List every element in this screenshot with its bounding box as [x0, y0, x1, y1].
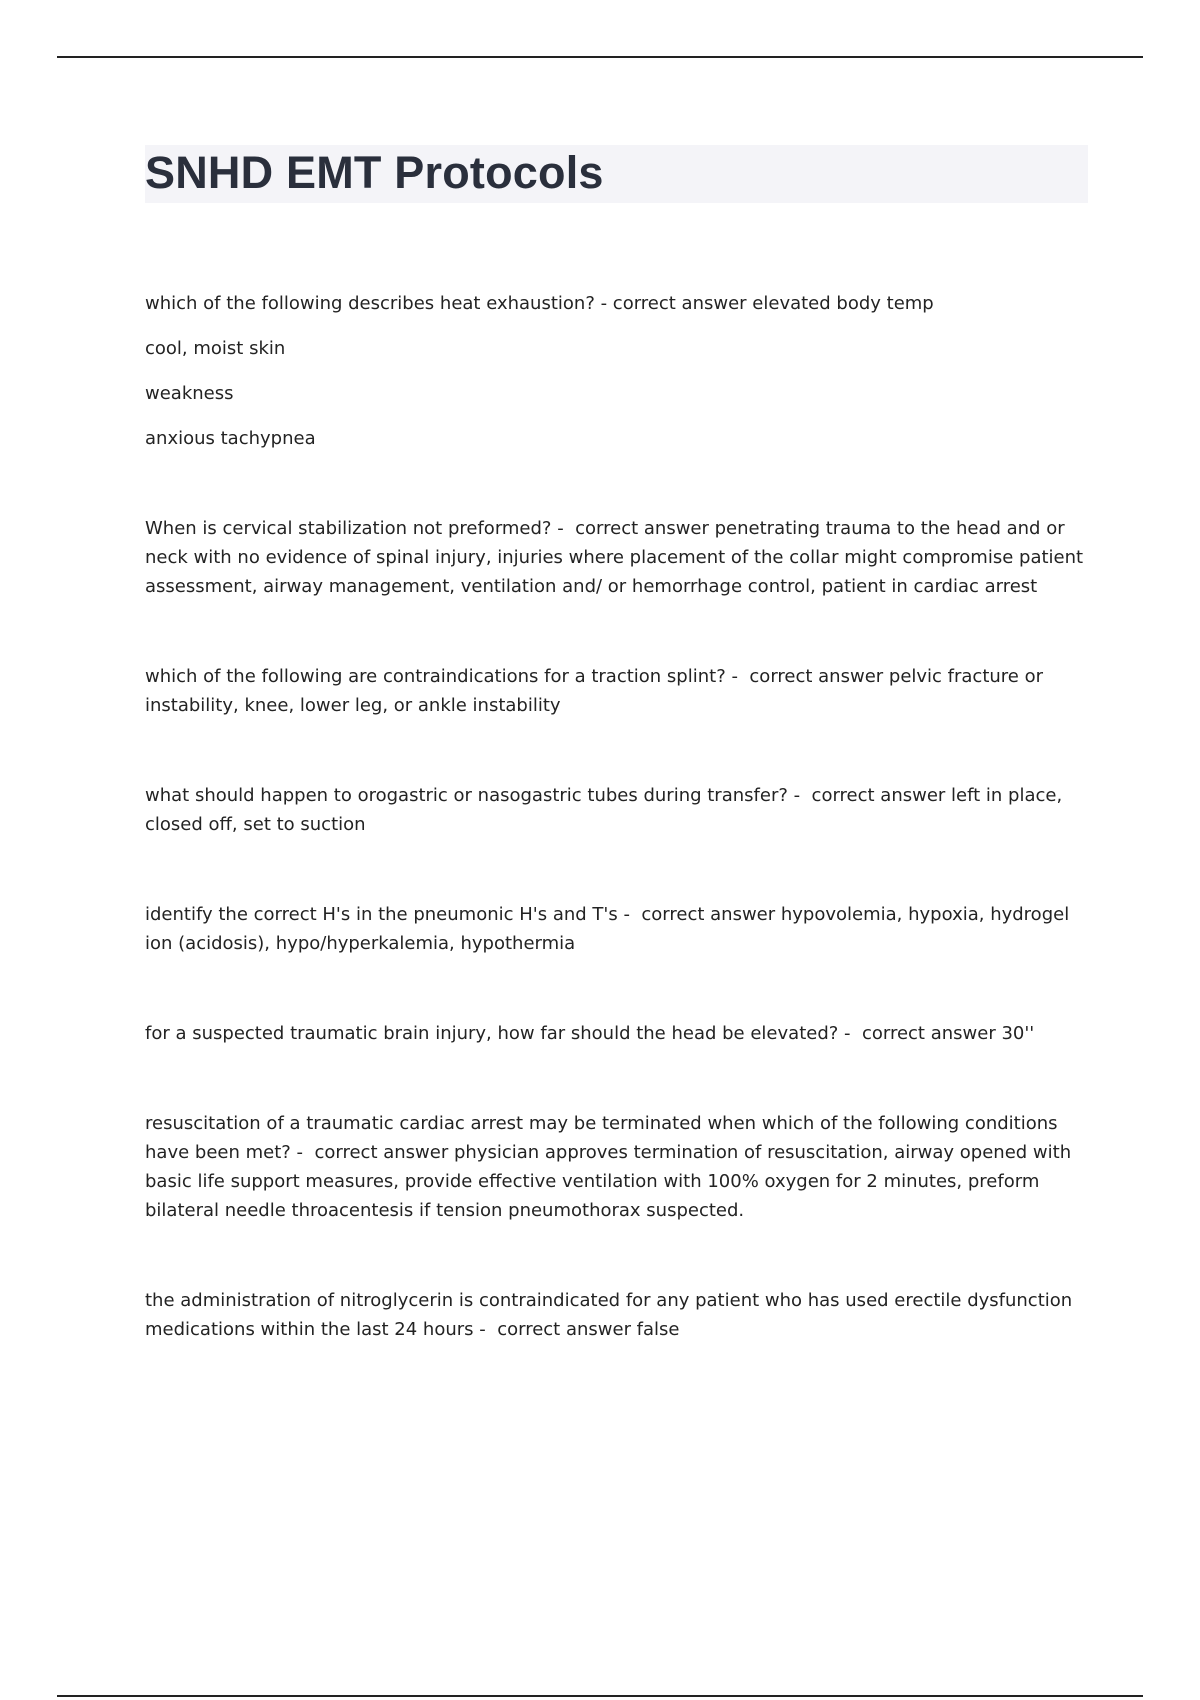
qa-text: identify the correct H's in the pneumonic H's and T's - correct answer hypovolemia, hypoxia, hydrogel ion (acidosis), hypo/hyperkalemia, hypothermia: [145, 904, 1075, 954]
qa-item-brain-injury: [145, 1019, 1095, 1048]
qa-text: what should happen to orogastric or nasogastric tubes during transfer? - correct answer left in place, closed off, set to suction: [145, 785, 1068, 835]
page-title: SNHD EMT Protocols: [145, 147, 604, 198]
qa-item-traction-splint: [145, 662, 1095, 720]
qa-item-heat-exhaustion: [145, 289, 1095, 453]
qa-text: for a suspected traumatic brain injury, how far should the head be elevated? - correct answer 30'': [145, 1023, 1035, 1044]
qa-text: When is cervical stabilization not preformed? - correct answer penetrating trauma to the head and or neck with no evidence of spinal injury, injuries where placement of the collar might compromise patient assessment, airway management, ventilation and/ or hemorrhage control, patient in cardiac arrest: [145, 518, 1089, 597]
qa-text: which of the following are contraindications for a traction splint? - correct answer pelvic fracture or instability, knee, lower leg, or ankle instability: [145, 666, 1049, 716]
qa-line: which of the following describes heat exhaustion? - correct answer elevated body temp: [145, 293, 934, 314]
qa-line: cool, moist skin: [145, 338, 286, 359]
bottom-rule: [57, 1695, 1143, 1697]
qa-item-gastric-tubes: [145, 781, 1095, 839]
qa-list: [145, 289, 1095, 1405]
qa-item-nitroglycerin: [145, 1286, 1095, 1344]
qa-text: the administration of nitroglycerin is contraindicated for any patient who has used erectile dysfunction medications within the last 24 hours - correct answer false: [145, 1290, 1078, 1340]
qa-text: resuscitation of a traumatic cardiac arrest may be terminated when which of the following conditions have been met? - correct answer physician approves termination of resuscitation, airway opened with basic life support measures, provide effective ventilation with 100% oxygen for 2 minutes, preform bilateral needle throacentesis if tension pneumothorax suspected.: [145, 1113, 1077, 1221]
qa-item-traumatic-arrest: [145, 1109, 1095, 1225]
qa-item-hs-and-ts: [145, 900, 1095, 958]
top-rule: [57, 56, 1143, 58]
qa-item-cervical-stabilization: [145, 514, 1095, 601]
qa-line: anxious tachypnea: [145, 428, 316, 449]
qa-line: weakness: [145, 383, 234, 404]
